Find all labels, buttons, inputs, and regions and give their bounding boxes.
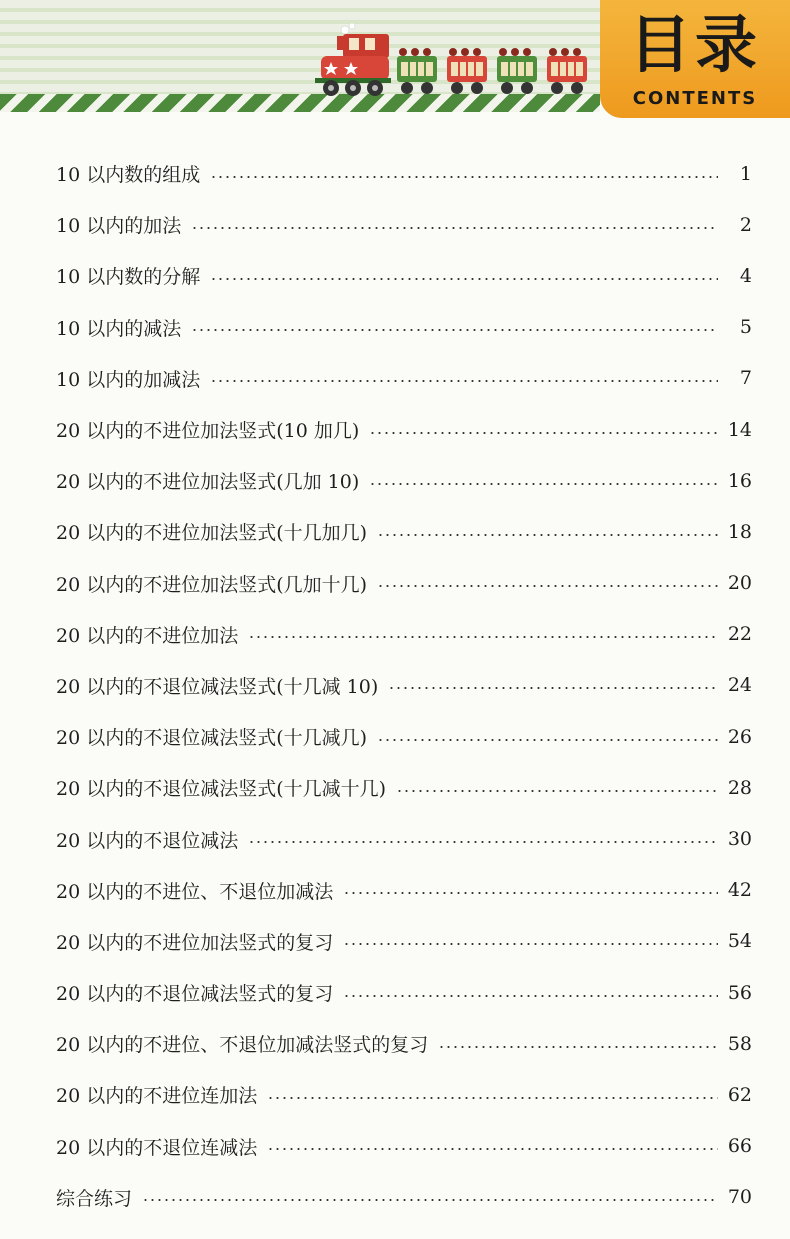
- toc-entry[interactable]: [56, 1018, 752, 1069]
- toc-entry-title: 20 以内的不退位连减法: [56, 1136, 258, 1159]
- toc-entry[interactable]: [56, 711, 752, 762]
- dot-leader: [210, 278, 718, 280]
- toc-entry[interactable]: [56, 302, 752, 353]
- dot-leader: [343, 995, 718, 997]
- toc-entry-page-number: 66: [727, 1135, 752, 1158]
- toc-entry[interactable]: [56, 1069, 752, 1120]
- toc-entry-title: 20 以内的不进位加法竖式(十几加几): [56, 522, 368, 545]
- toc-entry-title: 10 以内的减法: [56, 317, 182, 340]
- toc-entry-page-number: 24: [727, 674, 752, 697]
- toc-entry-page-number: 7: [739, 367, 752, 390]
- toc-entry-page-number: 62: [727, 1083, 752, 1106]
- toc-entry[interactable]: [56, 1172, 752, 1223]
- toc-entry[interactable]: [56, 558, 752, 609]
- dot-leader: [343, 943, 718, 945]
- dot-leader: [267, 1097, 718, 1099]
- toc-entry[interactable]: [56, 353, 752, 404]
- dot-leader: [438, 1046, 718, 1048]
- toc-entry[interactable]: [56, 762, 752, 813]
- toc-entry-title: 20 以内的不退位减法竖式(十几减 10): [56, 675, 379, 698]
- toy-train-icon: [315, 22, 605, 100]
- dot-leader: [248, 636, 718, 638]
- toc-entry-page-number: 18: [727, 520, 752, 543]
- toc-entry[interactable]: [56, 199, 752, 250]
- toc-entry-title: 20 以内的不退位减法竖式的复习: [56, 983, 334, 1006]
- toc-entry-page-number: 1: [739, 162, 752, 185]
- toc-entry-page-number: 30: [727, 828, 752, 851]
- toc-entry[interactable]: [56, 148, 752, 199]
- toc-entry-title: 20 以内的不退位减法: [56, 829, 239, 852]
- toc-entry-page-number: 26: [727, 725, 752, 748]
- toc-entry[interactable]: [56, 967, 752, 1018]
- toc-entry-title: 20 以内的不进位、不退位加减法竖式的复习: [56, 1034, 429, 1057]
- toc-entry-page-number: 54: [727, 930, 752, 953]
- toc-entry[interactable]: [56, 506, 752, 557]
- toc-entry[interactable]: [56, 1121, 752, 1172]
- dot-leader: [191, 329, 718, 331]
- toc-entry-page-number: 16: [727, 469, 752, 492]
- toc-entry-page-number: 42: [727, 879, 752, 902]
- toc-entry[interactable]: [56, 660, 752, 711]
- contents-title-cn: 目录: [628, 8, 761, 81]
- dot-leader: [210, 380, 718, 382]
- toc-entry-title: 综合练习: [56, 1187, 133, 1210]
- dot-leader: [377, 534, 718, 536]
- dot-leader: [396, 790, 718, 792]
- toc-entry-title: 20 以内的不进位加法竖式的复习: [56, 931, 334, 954]
- toc-entry[interactable]: [56, 916, 752, 967]
- toc-entry-title: 20 以内的不进位加法竖式(10 加几): [56, 420, 360, 443]
- toc-entry-title: 20 以内的不进位加法: [56, 624, 239, 647]
- dot-leader: [377, 739, 718, 741]
- toc-entry-page-number: 14: [727, 418, 752, 441]
- toc-entry-title: 20 以内的不退位减法竖式(十几减几): [56, 727, 368, 750]
- dot-leader: [267, 1148, 718, 1150]
- toc-entry[interactable]: [56, 404, 752, 455]
- toc-entry[interactable]: [56, 250, 752, 301]
- toc-entry[interactable]: [56, 609, 752, 660]
- toc-entry-title: 20 以内的不进位加法竖式(几加十几): [56, 573, 368, 596]
- toc-entry[interactable]: [56, 813, 752, 864]
- dot-leader: [191, 227, 718, 229]
- toc-entry-page-number: 4: [739, 264, 752, 287]
- toc-entry-title: 20 以内的不进位、不退位加减法: [56, 880, 334, 903]
- contents-badge: [600, 0, 790, 118]
- toc-entry-page-number: 20: [727, 572, 752, 595]
- dot-leader: [343, 892, 718, 894]
- dot-leader: [377, 585, 718, 587]
- dot-leader: [369, 432, 718, 434]
- toc-entry-title: 20 以内的不进位连加法: [56, 1085, 258, 1108]
- toc-entry-page-number: 22: [727, 623, 752, 646]
- contents-title-en: CONTENTS: [632, 88, 758, 109]
- toc-entry[interactable]: [56, 455, 752, 506]
- toc-entry-page-number: 70: [727, 1186, 752, 1209]
- dot-leader: [210, 176, 718, 178]
- toc-entry-title: 10 以内数的组成: [56, 164, 201, 187]
- page-header: [0, 0, 790, 120]
- toc-entry-page-number: 5: [739, 316, 752, 339]
- toc-entry-title: 10 以内的加法: [56, 215, 182, 238]
- toc-entry-page-number: 58: [727, 1032, 752, 1055]
- toc-entry-title: 10 以内的加减法: [56, 368, 201, 391]
- table-of-contents: [56, 148, 752, 1223]
- dot-leader: [369, 483, 718, 485]
- toc-entry-title: 20 以内的不退位减法竖式(十几减十几): [56, 778, 387, 801]
- toc-entry-page-number: 56: [727, 981, 752, 1004]
- dot-leader: [142, 1199, 718, 1201]
- toc-entry-title: 10 以内数的分解: [56, 266, 201, 289]
- toc-entry-page-number: 28: [727, 776, 752, 799]
- dot-leader: [388, 687, 718, 689]
- toc-entry[interactable]: [56, 865, 752, 916]
- toc-entry-title: 20 以内的不进位加法竖式(几加 10): [56, 471, 360, 494]
- toc-entry-page-number: 2: [739, 213, 752, 236]
- dot-leader: [248, 841, 718, 843]
